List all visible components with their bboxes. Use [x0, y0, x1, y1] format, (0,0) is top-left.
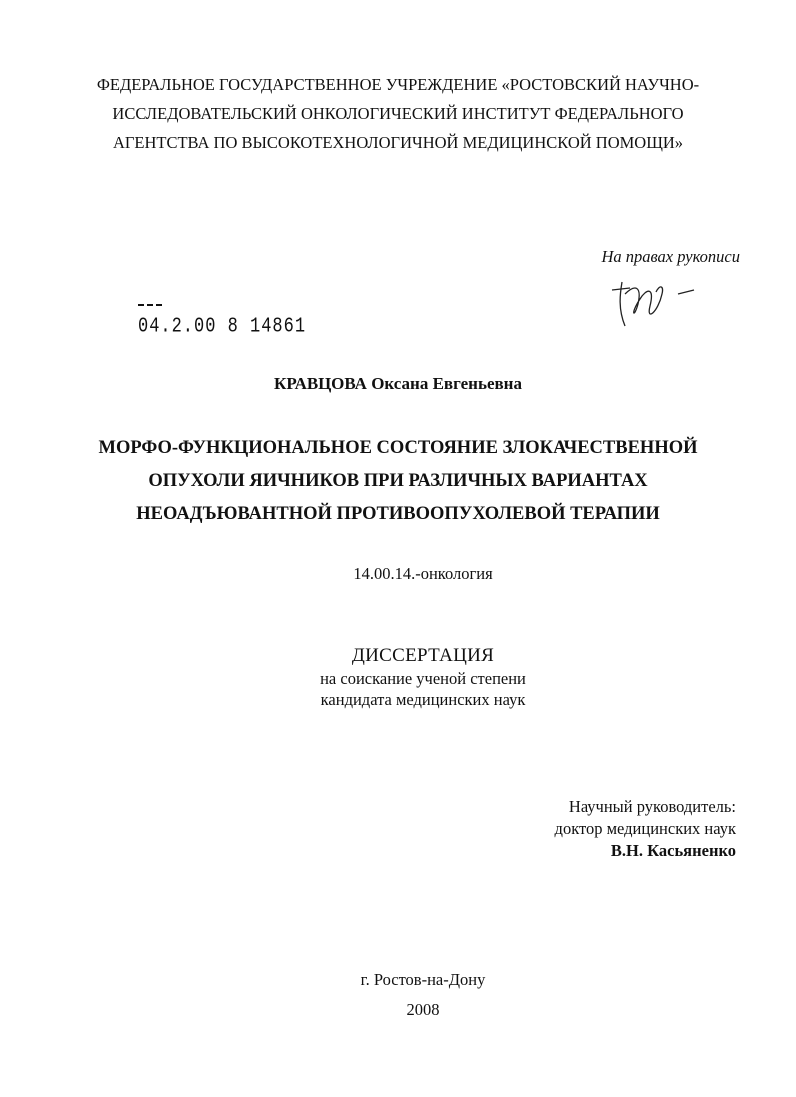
author-given-name: Оксана Евгеньевна	[371, 374, 522, 393]
title-line: ОПУХОЛИ ЯИЧНИКОВ ПРИ РАЗЛИЧНЫХ ВАРИАНТАХ	[148, 471, 648, 491]
registration-mark	[138, 303, 162, 307]
registration-number: 04.2.00 8 14861	[138, 315, 307, 339]
title-line: НЕОАДЪЮВАНТНОЙ ПРОТИВООПУХОЛЕВОЙ ТЕРАПИИ	[136, 504, 660, 524]
year: 2008	[406, 1000, 440, 1019]
title-line: МОРФО-ФУНКЦИОНАЛЬНОЕ СОСТОЯНИЕ ЗЛОКАЧЕСТВЕННОЙ	[98, 438, 698, 458]
institution-line: ФЕДЕРАЛЬНОЕ ГОСУДАРСТВЕННОЕ УЧРЕЖДЕНИЕ «РОСТОВСКИЙ НАУЧНО-	[96, 75, 700, 94]
dissertation-heading: ДИССЕРТАЦИЯ	[351, 645, 495, 666]
degree-line: на соискание ученой степени	[320, 669, 526, 688]
degree-line: кандидата медицинских наук	[320, 690, 526, 709]
manuscript-note: На правах рукописи	[601, 247, 740, 266]
author-name	[0, 374, 796, 394]
supervisor-name: В.Н. Касьяненко	[610, 841, 736, 860]
city: г. Ростов-на-Дону	[360, 970, 486, 989]
dissertation-degree	[0, 668, 796, 710]
institution-line: АГЕНТСТВА ПО ВЫСОКОТЕХНОЛОГИЧНОЙ МЕДИЦИНСКОЙ ПОМОЩИ»	[112, 133, 684, 152]
institution-header	[60, 70, 736, 157]
supervisor-block	[470, 796, 736, 862]
author-surname: КРАВЦОВА	[274, 374, 367, 393]
supervisor-degree: доктор медицинских наук	[554, 819, 736, 838]
dissertation-title	[60, 432, 736, 531]
institution-line: ИССЛЕДОВАТЕЛЬСКИЙ ОНКОЛОГИЧЕСКИЙ ИНСТИТУТ ФЕДЕРАЛЬНОГО	[112, 104, 684, 123]
supervisor-label: Научный руководитель:	[568, 797, 736, 816]
specialty-code: 14.00.14.-онкология	[353, 564, 493, 583]
signature-image	[600, 264, 710, 334]
